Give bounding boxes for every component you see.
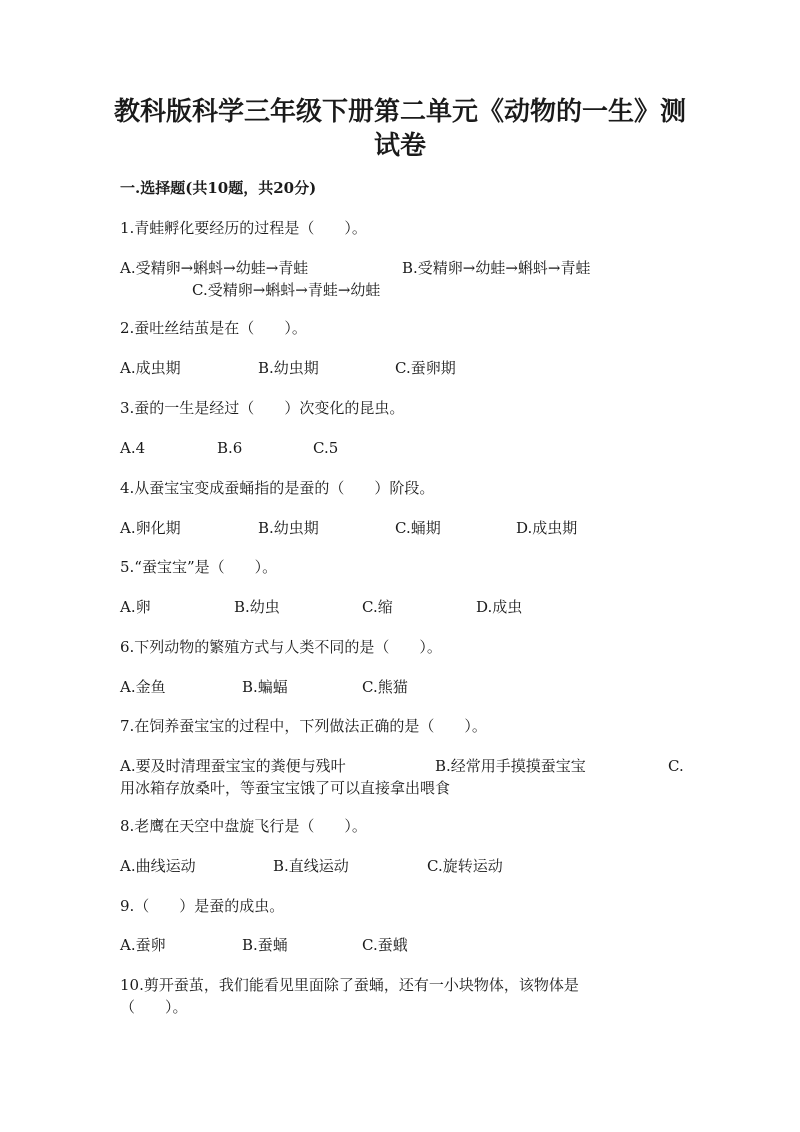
question-stem: 9.（ ）是蚕的成虫。 [120,897,285,915]
option-a: A.成虫期 [120,359,181,377]
option-c: C.蚕卵期 [395,359,456,377]
question-stem-continued: （ ）。 [120,998,188,1016]
option-a: A.曲线运动 [120,857,196,875]
question-stem: 2.蚕吐丝结茧是在（ ）。 [120,319,307,337]
option-b: B.受精卵→幼蛙→蝌蚪→青蛙 [402,259,591,277]
option-a: A.受精卵→蝌蚪→幼蛙→青蛙 [120,259,309,277]
option-d: D.成虫期 [516,519,578,537]
option-c: C.蚕蛾 [362,936,408,954]
option-c: C.5 [313,439,339,457]
option-c: C.受精卵→蝌蚪→青蛙→幼蛙 [192,281,381,299]
option-a: A.金鱼 [120,678,166,696]
exam-title-line-2: 试卷 [373,131,426,161]
option-a: A.蚕卵 [120,936,166,954]
option-b: B.经常用手摸摸蚕宝宝 [435,757,586,775]
option-c: C.蛹期 [395,519,441,537]
question-stem: 5.“蚕宝宝”是（ ）。 [120,558,278,576]
option-c-continued: 用冰箱存放桑叶，等蚕宝宝饿了可以直接拿出喂食 [120,779,451,797]
question-stem: 6.下列动物的繁殖方式与人类不同的是（ ）。 [120,638,442,656]
question-stem: 3.蚕的一生是经过（ ）次变化的昆虫。 [120,399,405,417]
question-stem: 4.从蚕宝宝变成蚕蛹指的是蚕的（ ）阶段。 [120,479,435,497]
option-c: C.缩 [362,598,393,616]
question-stem: 1.青蛙孵化要经历的过程是（ ）。 [120,219,367,237]
option-b: B.幼虫 [234,598,280,616]
option-b: B.蝙蝠 [242,678,288,696]
option-a: A.卵化期 [120,519,181,537]
option-d: D.成虫 [476,598,523,616]
section-heading: 一.选择题(共10题，共20分) [120,179,317,197]
option-b: B.直线运动 [273,857,349,875]
question-stem: 7.在饲养蚕宝宝的过程中，下列做法正确的是（ ）。 [120,717,487,735]
option-b: B.6 [217,439,243,457]
question-stem: 10.剪开蚕茧，我们能看见里面除了蚕蛹，还有一小块物体，该物体是 [120,976,579,994]
exam-title-line-1: 教科版科学三年级下册第二单元《动物的一生》测 [113,97,686,127]
option-c: C. [668,757,684,775]
option-b: B.幼虫期 [258,519,319,537]
option-c: C.熊猫 [362,678,408,696]
option-b: B.蚕蛹 [242,936,288,954]
option-a: A.卵 [120,598,151,616]
question-stem: 8.老鹰在天空中盘旋飞行是（ ）。 [120,817,367,835]
option-a: A.要及时清理蚕宝宝的粪便与残叶 [120,757,346,775]
option-a: A.4 [120,439,146,457]
option-c: C.旋转运动 [427,857,503,875]
option-b: B.幼虫期 [258,359,319,377]
